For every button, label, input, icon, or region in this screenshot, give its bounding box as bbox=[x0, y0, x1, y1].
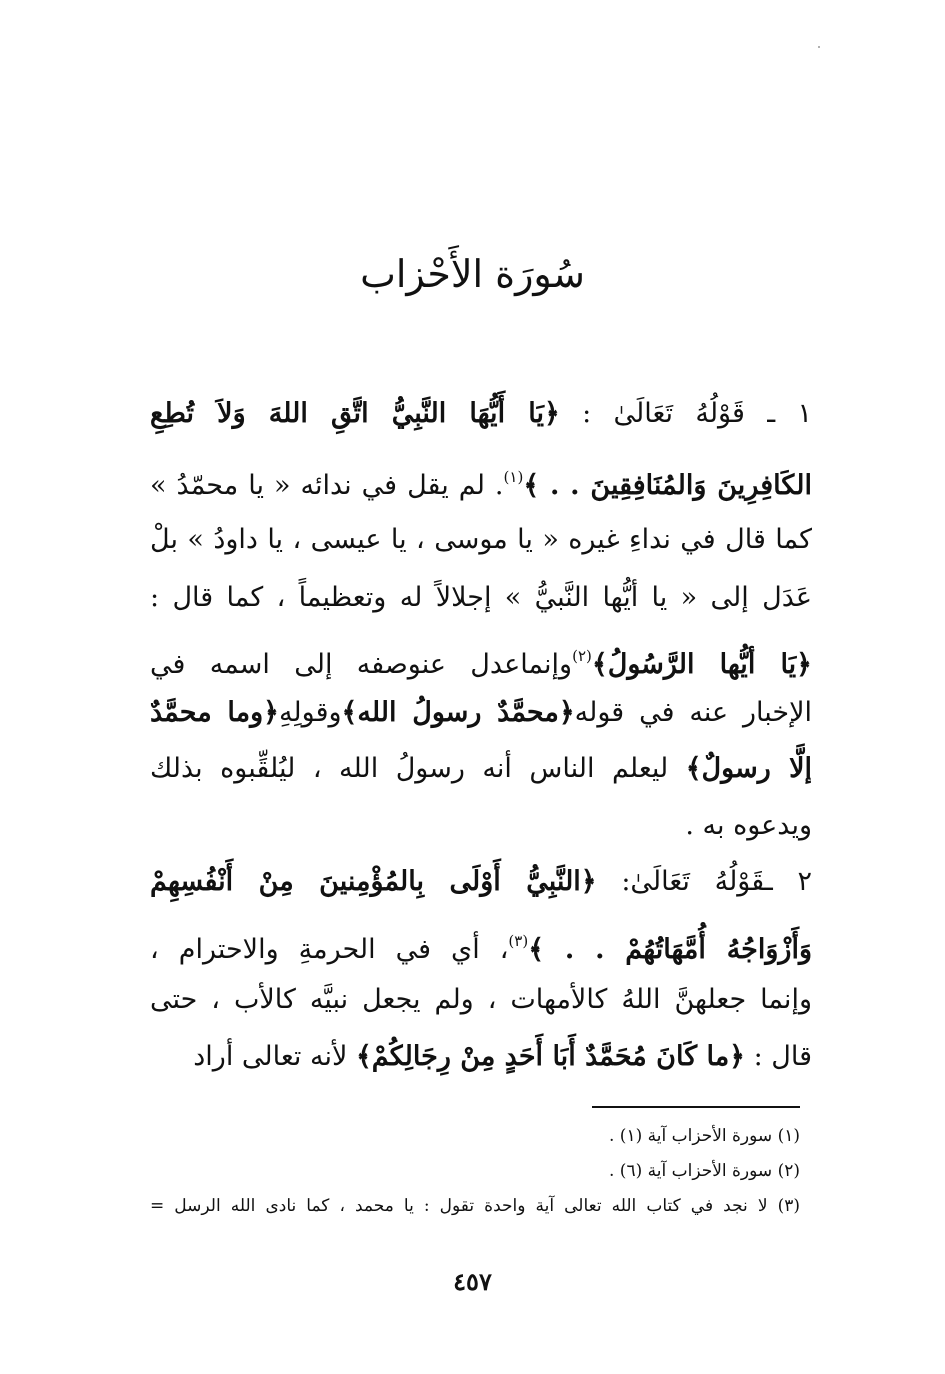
quran-quote: إلَّا رسولٌ﴾ bbox=[685, 753, 812, 784]
body-line bbox=[150, 568, 812, 628]
footnote-separator bbox=[592, 1106, 800, 1108]
body-line bbox=[150, 1027, 812, 1087]
text-segment: كما قال في نداءِ غيره « يا موسى ، يا عيسى ، يا داودُ » بلْ bbox=[150, 524, 812, 555]
footnote-3: (٣) لا نجد في كتاب الله تعالى آية واحدة تقول : يا محمد ، كما نادى الله الرسل = bbox=[150, 1196, 800, 1216]
body-line bbox=[150, 683, 812, 743]
body-line bbox=[150, 970, 812, 1030]
text-segment: الإخبار عنه في قوله bbox=[574, 697, 812, 728]
footnote-marker: (١) bbox=[503, 468, 524, 486]
speck bbox=[818, 46, 820, 48]
footnote-marker: (٣) bbox=[508, 932, 529, 950]
body-line bbox=[150, 796, 812, 856]
quran-quote: ﴿يَا أيُّها الرَّسُولُ﴾ bbox=[591, 649, 812, 680]
body-line bbox=[150, 510, 812, 570]
body-line bbox=[150, 384, 812, 444]
footnote-2: (٢) سورة الأحزاب آية (٦) . bbox=[608, 1161, 800, 1181]
text-segment: ، أي في الحرمةِ والاحترام ، bbox=[150, 934, 509, 965]
quran-quote: ﴿وما محمَّدٌ bbox=[150, 697, 279, 728]
text-segment: وقولِهِ bbox=[278, 697, 342, 728]
text-segment: . لم يقل في ندائه « يا محمّدُ » bbox=[150, 470, 504, 501]
text-segment: ليعلم الناس أنه رسولُ الله ، ليُلقِّبوه بذلك bbox=[150, 753, 686, 784]
text-segment: قال : bbox=[744, 1041, 812, 1072]
quran-quote: ﴿النَّبِيُّ أَوْلَى بِالمُؤْمِنينَ مِنْ أَنْفُسِهِمْ bbox=[150, 866, 597, 897]
body-line bbox=[150, 911, 812, 971]
text-segment: لأنه تعالى أراد bbox=[193, 1041, 356, 1072]
text-segment: ويدعوه به . bbox=[685, 810, 812, 841]
quran-quote: ﴿يَا أَيُّهَا النَّبِيُّ اتَّقِ اللهَ وَلاَ تُطِعِ bbox=[150, 398, 560, 429]
footnote-1: (١) سورة الأحزاب آية (١) . bbox=[608, 1126, 800, 1146]
text-segment: وإنما جعلهنَّ اللهُ كالأمهات ، ولم يجعل نبيَّه كالأب ، حتى bbox=[150, 984, 812, 1015]
body-line bbox=[150, 447, 812, 507]
text-segment: وإنماعدل عنوصفه إلى اسمه في bbox=[150, 649, 573, 680]
footnote-marker: (٢) bbox=[572, 647, 592, 665]
quran-quote: ﴿ما كَانَ مُحَمَّدٌ أَبَا أَحَدٍ مِنْ رِجَالِكُمْ﴾ bbox=[355, 1041, 745, 1072]
page-number: ٤٥٧ bbox=[453, 1267, 492, 1296]
body-line bbox=[150, 852, 812, 912]
text-segment: ١ ـ قَوْلُهُ تَعَالَىٰ : bbox=[559, 398, 812, 429]
body-line bbox=[150, 739, 812, 799]
surah-title: سُورَة الأَحْزاب bbox=[360, 252, 585, 296]
body-line bbox=[150, 626, 812, 686]
quran-quote: وَأَزْوَاجُهُ أُمَّهَاتُهُمْ . . ﴾ bbox=[528, 934, 812, 965]
quran-quote: ﴿محمَّدٌ رسولُ الله﴾ bbox=[341, 697, 575, 728]
text-segment: ٢ ـقَوْلُهُ تَعَالَىٰ: bbox=[596, 866, 812, 897]
quran-quote: الكَافِرِينَ وَالمُنَافِقِينَ . . ﴾ bbox=[523, 470, 812, 501]
text-segment: عَدَل إلى « يا أيُّها النَّبيُّ » إجلالاً له وتعظيماً ، كما قال : bbox=[150, 582, 812, 613]
